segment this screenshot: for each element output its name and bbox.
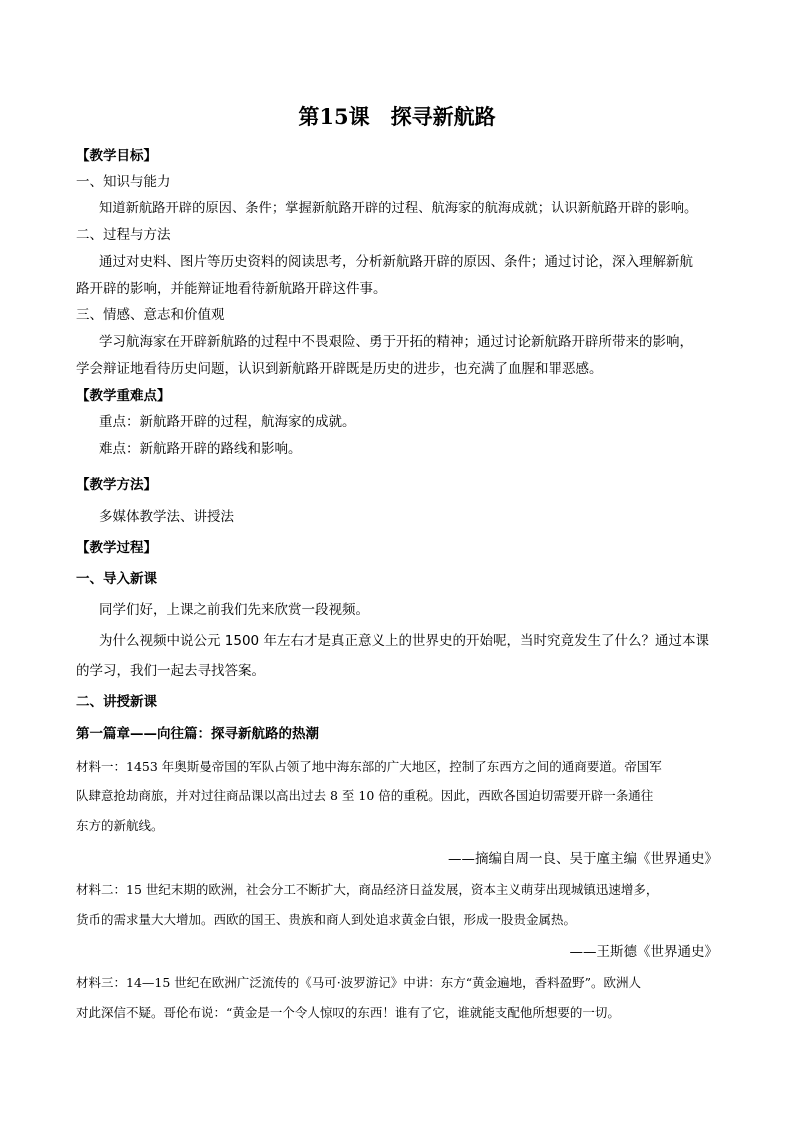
process-heading: 【教学过程】 xyxy=(76,540,157,556)
new-lesson-title: 二、讲授新课 xyxy=(76,694,157,710)
key-point-difficulty: 难点：新航路开辟的路线和影响。 xyxy=(99,441,302,457)
intro-paragraph-1: 同学们好，上课之前我们先来欣赏一段视频。 xyxy=(99,602,369,618)
material-3-line2: 对此深信不疑。哥伦布说：“黄金是一个令人惊叹的东西！谁有了它，谁就能支配他所想要的一切。 xyxy=(76,1005,620,1020)
section-values-title: 三、情感、意志和价值观 xyxy=(76,307,225,323)
page-title: 第15课 探寻新航路 xyxy=(298,104,496,129)
material-1-line3: 东方的新航线。 xyxy=(76,818,164,833)
material-1-line2: 队肆意抢劫商旅，并对过往商品课以高出过去 8 至 10 倍的重税。因此，西欧各国迫切需要开辟一条通往 xyxy=(76,788,654,803)
methods-heading: 【教学方法】 xyxy=(76,477,157,493)
key-point-focus: 重点：新航路开辟的过程，航海家的成就。 xyxy=(99,414,356,430)
section-values-text-line1: 学习航海家在开辟新航路的过程中不畏艰险、勇于开拓的精神；通过讨论新航路开辟所带来的影响， xyxy=(99,334,693,350)
material-1-line1: 材料一：1453 年奥斯曼帝国的军队占领了地中海东部的广大地区，控制了东西方之间的通商要道。帝国军 xyxy=(76,759,662,774)
section-knowledge-title: 一、知识与能力 xyxy=(76,174,171,190)
material-1-source: ——摘编自周一良、吴于廑主编《世界通史》 xyxy=(448,851,718,867)
objectives-heading: 【教学目标】 xyxy=(76,148,157,164)
chapter-title: 第一篇章——向往篇：探寻新航路的热潮 xyxy=(76,726,319,742)
methods-text: 多媒体教学法、讲授法 xyxy=(99,509,234,525)
section-values-text-line2: 学会辩证地看待历史问题，认识到新航路开辟既是历史的进步，也充满了血腥和罪恶感。 xyxy=(76,361,603,377)
section-process-text-line1: 通过对史料、图片等历史资料的阅读思考，分析新航路开辟的原因、条件；通过讨论，深入理解新航 xyxy=(99,254,693,270)
material-3-line1: 材料三：14—15 世纪在欧洲广泛流传的《马可·波罗游记》中讲：东方“黄金遍地，香料盈野”。欧洲人 xyxy=(76,975,642,990)
material-2-line2: 货币的需求量大大增加。西欧的国王、贵族和商人到处追求黄金白银，形成一股贵金属热。 xyxy=(76,912,577,927)
section-process-text-line2: 路开辟的影响，并能辩证地看待新航路开辟这件事。 xyxy=(76,281,387,297)
intro-paragraph-2-line1: 为什么视频中说公元 1500 年左右才是真正意义上的世界史的开始呢，当时究竟发生了什么？通过本课 xyxy=(99,633,709,649)
material-2-source: ——王斯德《世界通史》 xyxy=(569,944,718,960)
intro-title: 一、导入新课 xyxy=(76,571,157,587)
intro-paragraph-2-line2: 的学习，我们一起去寻找答案。 xyxy=(76,663,265,679)
section-knowledge-text: 知道新航路开辟的原因、条件；掌握新航路开辟的过程、航海家的航海成就；认识新航路开辟的影响。 xyxy=(99,201,698,216)
section-process-title: 二、过程与方法 xyxy=(76,227,171,243)
material-2-line1: 材料二：15 世纪末期的欧洲，社会分工不断扩大，商品经济日益发展，资本主义萌芽出现城镇迅速增多， xyxy=(76,882,659,897)
key-points-heading: 【教学重难点】 xyxy=(76,388,171,404)
